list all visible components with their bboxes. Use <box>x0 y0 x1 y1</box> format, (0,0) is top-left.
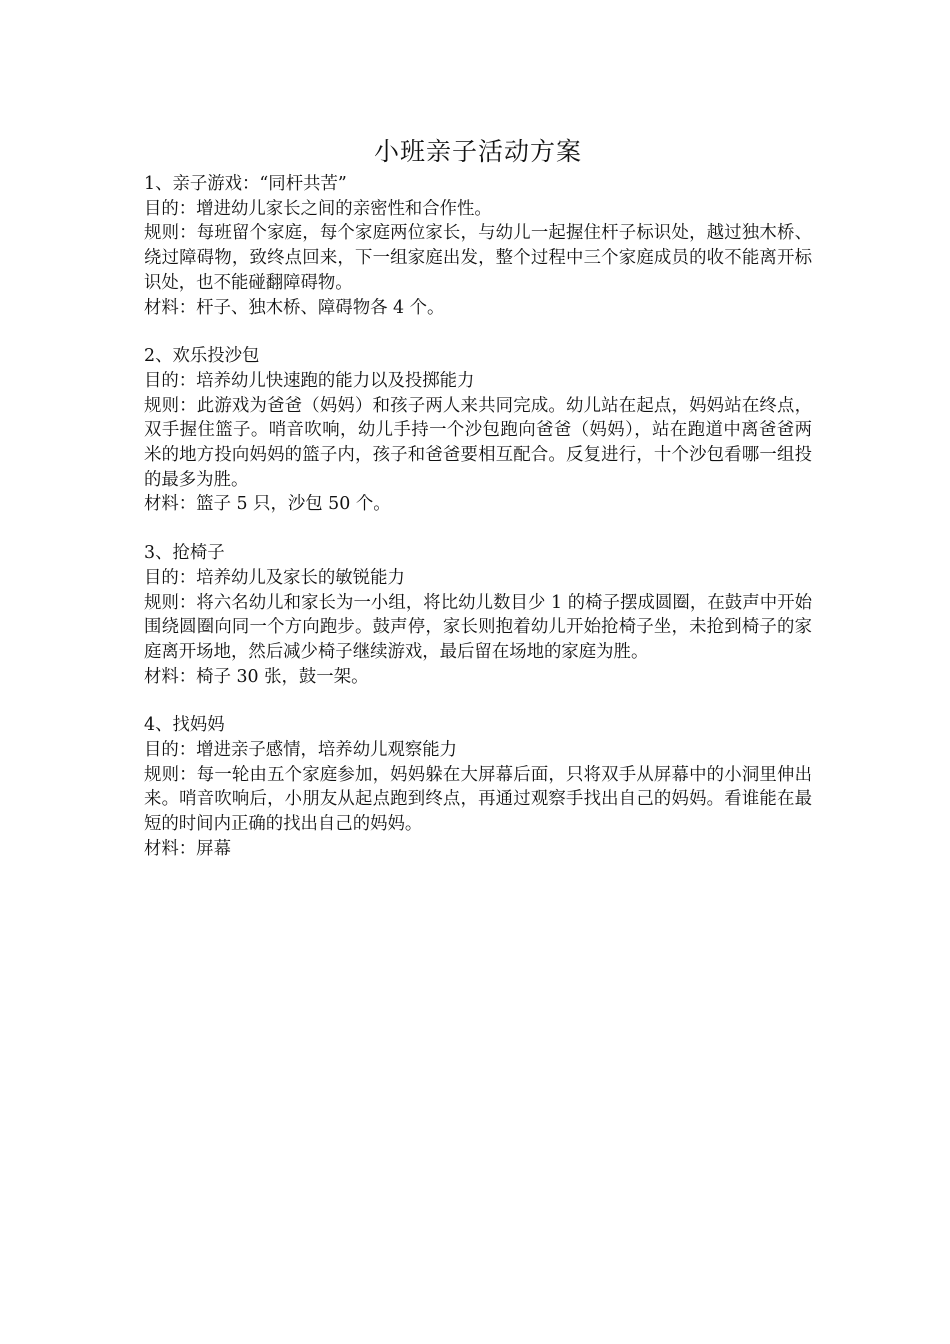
activity-rules: 规则：每一轮由五个家庭参加，妈妈躲在大屏幕后面，只将双手从屏幕中的小洞里伸出来。哨音吹响后，小朋友从起点跑到终点，再通过观察手找出自己的妈妈。看谁能在最短的时间内正确的找出自己的妈妈。 <box>144 764 812 835</box>
activity-goal: 目的：增进幼儿家长之间的亲密性和合作性。 <box>144 198 492 219</box>
activity-section-1 <box>144 172 812 320</box>
activity-materials: 材料：屏幕 <box>144 838 231 859</box>
activity-rules: 规则：此游戏为爸爸（妈妈）和孩子两人来共同完成。幼儿站在起点，妈妈站在终点，双手握住篮子。哨音吹响，幼儿手持一个沙包跑向爸爸（妈妈），站在跑道中离爸爸两米的地方投向妈妈的篮子内，孩子和爸爸要相互配合。反复进行，十个沙包看哪一组投的最多为胜。 <box>144 395 812 490</box>
activity-materials: 材料：椅子 30 张，鼓一架。 <box>144 666 369 687</box>
activity-goal: 目的：培养幼儿及家长的敏锐能力 <box>144 567 405 588</box>
activity-materials: 材料：杆子、独木桥、障碍物各 4 个。 <box>144 297 445 318</box>
document-page <box>144 132 812 886</box>
activity-heading: 4、找妈妈 <box>144 715 225 736</box>
activity-materials: 材料：篮子 5 只，沙包 50 个。 <box>144 494 391 515</box>
activity-rules: 规则：每班留个家庭，每个家庭两位家长，与幼儿一起握住杆子标识处，越过独木桥、绕过障碍物，致终点回来，下一组家庭出发，整个过程中三个家庭成员的收不能离开标识处，也不能碰翻障碍物。 <box>144 223 812 293</box>
activity-section-4 <box>144 713 812 861</box>
activity-heading: 1、亲子游戏：“同杆共苦” <box>144 174 347 194</box>
activity-rules: 规则：将六名幼儿和家长为一小组，将比幼儿数目少 1 的椅子摆成圆圈，在鼓声中开始围绕圆圈向同一个方向跑步。鼓声停，家长则抱着幼儿开始抢椅子坐，未抢到椅子的家庭离开场地，然后减少椅子继续游戏，最后留在场地的家庭为胜。 <box>144 592 812 662</box>
document-title: 小班亲子活动方案 <box>373 137 582 166</box>
activity-heading: 2、欢乐投沙包 <box>144 346 260 367</box>
activity-goal: 目的：培养幼儿快速跑的能力以及投掷能力 <box>144 370 475 391</box>
activity-heading: 3、抢椅子 <box>144 543 225 564</box>
activity-section-2 <box>144 344 812 517</box>
activity-section-3 <box>144 541 812 689</box>
activity-goal: 目的：增进亲子感情，培养幼儿观察能力 <box>144 740 458 761</box>
